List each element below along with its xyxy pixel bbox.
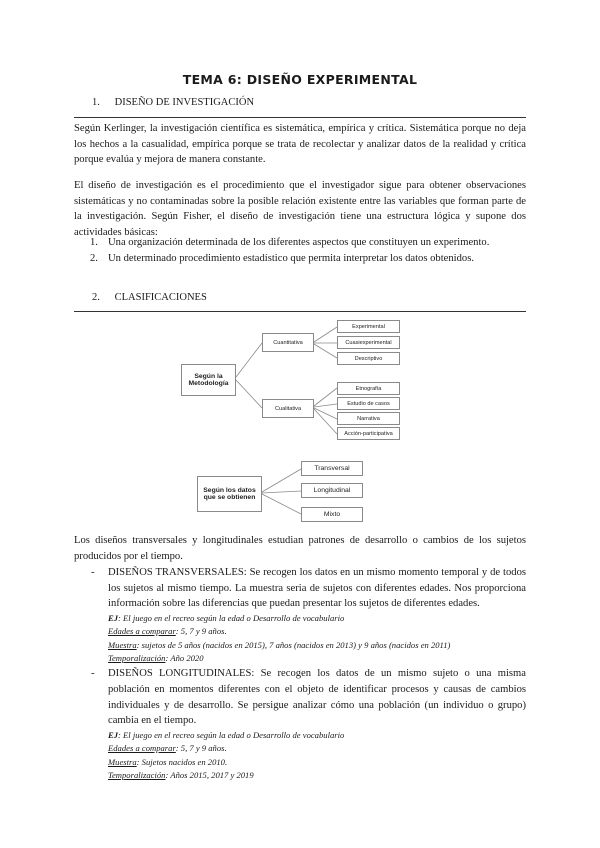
- section-label: CLASIFICACIONES: [114, 292, 207, 303]
- longitudinal-text: DISEÑOS LONGITUDINALES: Se recogen los datos de un mismo sujeto o una misma población en momentos diferentes con el objeto de identificar procesos y causas de cambios individuales y de desarrollo. Se persigue analizar cómo una población (un individuo o grupo) cambia en el tiempo.: [108, 668, 526, 727]
- temporalizacion-line: Temporalización: Año 2020: [108, 653, 204, 663]
- node-estudio-casos: Estudio de casos: [337, 397, 400, 410]
- paragraph-diseno: El diseño de investigación es el procedimiento que el investigador sigue para obtener observaciones sistemáticas y no contaminadas sobre la posible relación existente entre las variables que forman parte de la investigación. Según Fisher, el diseño de investigación tiene una estructura lógica y supone dos actividades básicas:: [74, 180, 526, 238]
- section-label: DISEÑO DE INVESTIGACIÓN: [114, 97, 255, 108]
- section-number: 1.: [92, 97, 100, 108]
- example-line: EJ: El juego en el recreo según la edad o Desarrollo de vocabulario: [108, 612, 345, 623]
- node-accion-participativa: Acción-participativa: [337, 427, 400, 440]
- node-descriptivo: Descriptivo: [337, 352, 400, 365]
- paragraph-kerlinger: Según Kerlinger, la investigación científica es sistemática, empírica y crítica. Sistemática porque no deja los hechos a la casualidad, empírica porque se trata de recolectar y analizar datos de la realidad y crítica porque evalúa y mejora de manera constante.: [74, 123, 526, 166]
- section-number: 2.: [92, 292, 100, 303]
- edades-line: Edades a comparar: 5, 7 y 9 años.: [108, 743, 227, 754]
- page-title: TEMA 6: DISEÑO EXPERIMENTAL: [182, 72, 418, 87]
- diagram-root-datos: Según los datos que se obtienen: [197, 476, 262, 512]
- node-transversal: Transversal: [301, 461, 363, 476]
- list-item: 1. Una organización determinada de los diferentes aspectos que constituyen un experimento.: [90, 237, 490, 248]
- list-item: 2. Un determinado procedimiento estadístico que permita interpretar los datos obtenidos.: [90, 252, 474, 264]
- paragraph-intro: Los diseños transversales y longitudinales estudian patrones de desarrollo o cambios de los sujetos producidos por el tiempo.: [74, 535, 526, 562]
- muestra-line: Muestra: sujetos de 5 años (nacidos en 2015), 7 años (nacidos en 2013) y 9 años (nacidos en 2011): [108, 639, 451, 650]
- muestra-line: Muestra: Sujetos nacidos en 2010.: [108, 756, 228, 767]
- design-types-list: [74, 565, 526, 782]
- list-item-longitudinal: - DISEÑOS LONGITUDINALES: Se recogen los datos de un mismo sujeto o una misma población en momentos diferentes con el objeto de identificar procesos y causas de cambios individuales y de desarrollo. Se persigue analizar cómo una población (un individuo o grupo) cambia en el tiempo. EJ: El juego en el recreo según la edad o Desarrollo de vocabulario Edades a comparar: 5, 7 y 9 años. Muestra: Sujetos nacidos en 2010. Temporalización: Años 2015, 2017 y 2019: [74, 666, 526, 782]
- node-cuantitativa: Cuantitativa: [262, 333, 314, 352]
- example-line: EJ: El juego en el recreo según la edad o Desarrollo de vocabulario: [108, 729, 345, 740]
- node-etnografia: Etnografía: [337, 382, 400, 395]
- node-narrativa: Narrativa: [337, 412, 400, 425]
- node-mixto: Mixto: [301, 507, 363, 522]
- diagram-root-metodologia: Según la Metodología: [181, 364, 236, 396]
- node-cuasiexperimental: Cuasiexperimental: [337, 336, 400, 349]
- node-cualitativa: Cualitativa: [262, 399, 314, 418]
- node-experimental: Experimental: [337, 320, 400, 333]
- node-longitudinal: Longitudinal: [301, 483, 363, 498]
- list-item-transversal: - DISEÑOS TRANSVERSALES: Se recogen los datos en un mismo momento temporal y de todos los sujetos al mismo tiempo. La muestra seria de sujetos con diferentes edades. Nos proporciona información sobre las diferencias que puedan presentar los sujetos de diferentes edades. EJ: El juego en el recreo según la edad o Desarrollo de vocabulario Edades a comparar: 5, 7 y 9 años. Muestra: sujetos de 5 años (nacidos en 2015), 7 años (nacidos en 2013) y 9 años (nacidos en 2011) Temporalización: Año 2020: [74, 565, 526, 665]
- temporalizacion-line: Temporalización: Años 2015, 2017 y 2019: [108, 770, 254, 780]
- transversal-text: DISEÑOS TRANSVERSALES: Se recogen los datos en un mismo momento temporal y de todos los sujetos al mismo tiempo. La muestra seria de sujetos con diferentes edades. Nos proporciona información sobre las diferencias que puedan presentar los sujetos de diferentes edades.: [108, 567, 526, 610]
- edades-line: Edades a comparar: 5, 7 y 9 años.: [108, 626, 227, 637]
